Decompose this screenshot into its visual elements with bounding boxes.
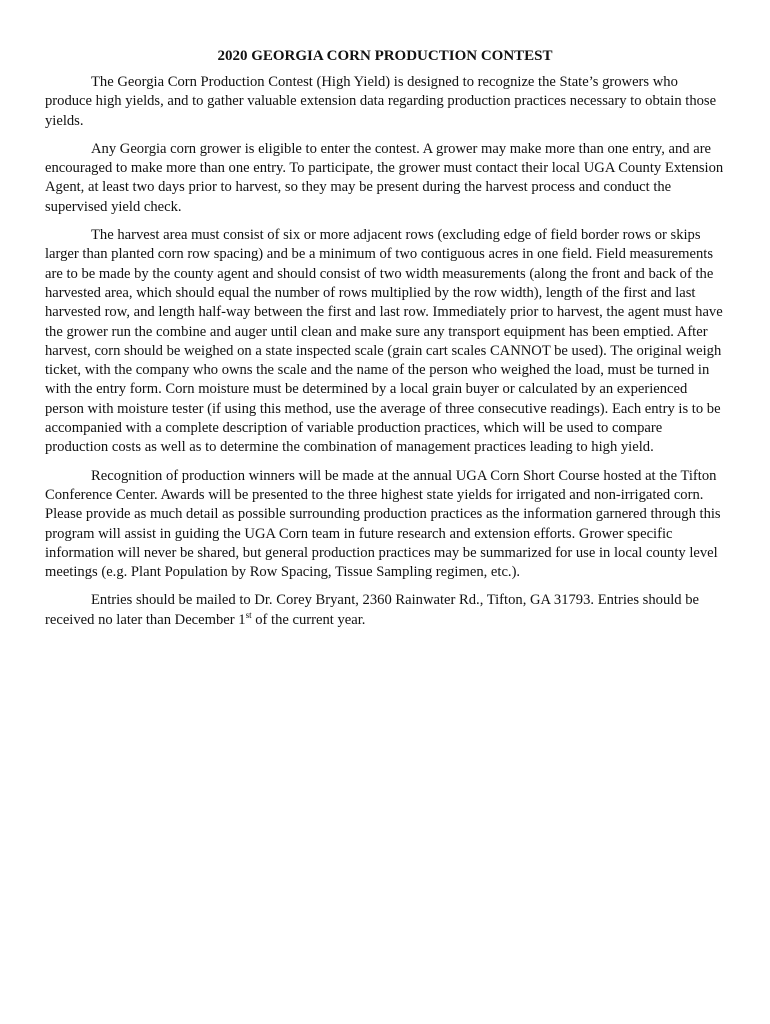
paragraph-harvest-rules: The harvest area must consist of six or more adjacent rows (excluding edge of field border rows or skips larger than planted corn row spacing) and be a minimum of two contiguous acres in one field. Field measurements are to be made by the county agent and should consist of two width measurements (along the front and back of the harvested area, which should equal the number of rows multiplied by the row width), length of the first and last harvested row, and length half-way between the first and last row. Immediately prior to harvest, the agent must have the grower run the combine and auger until clean and make sure any transport equipment has been emptied. After harvest, corn should be weighed on a state inspected scale (grain cart scales CANNOT be used). The original weigh ticket, with the company who owns the scale and the name of the person who weighed the load, must be turned in with the entry form. Corn moisture must be determined by a local grain buyer or calculated by an experienced person with moisture tester (if using this method, use the average of three consecutive readings). Each entry is to be accompanied with a complete description of variable production practices, which will be used to compare production costs as well as to determine the combination of management practices leading to high yield.: [45, 227, 723, 456]
mailing-text: Entries should be mailed to Dr. Corey Bryant, 2360 Rainwater Rd., Tifton, GA 31793. Entries should be received no later than December 1: [45, 592, 700, 628]
mailing-text-end: of the current year.: [251, 611, 366, 628]
document-page: [45, 46, 725, 639]
paragraph-mailing: [45, 591, 725, 630]
document-title: 2020 GEORGIA CORN PRODUCTION CONTEST: [217, 48, 553, 64]
paragraph-purpose: The Georgia Corn Production Contest (High Yield) is designed to recognize the State’s growers who produce high yields, and to gather valuable extension data regarding production practices necessary to obtain those yields.: [45, 74, 717, 129]
ordinal-suffix: st: [245, 609, 252, 620]
paragraph-eligibility: Any Georgia corn grower is eligible to enter the contest. A grower may make more than one entry, and are encouraged to make more than one entry. To participate, the grower must contact their local UGA County Extension Agent, at least two days prior to harvest, so they may be present during the harvest process and conduct the supervised yield check.: [45, 140, 724, 215]
paragraph-recognition: Recognition of production winners will be made at the annual UGA Corn Short Course hosted at the Tifton Conference Center. Awards will be presented to the three highest state yields for irrigated and non-irrigated corn. Please provide as much detail as possible surrounding production practices as the information garnered through this program will assist in guiding the UGA Corn team in future research and extension efforts. Grower specific information will never be shared, but general production practices may be summarized for use in local county level meetings (e.g. Plant Population by Row Spacing, Tissue Sampling regimen, etc.).: [45, 467, 721, 581]
